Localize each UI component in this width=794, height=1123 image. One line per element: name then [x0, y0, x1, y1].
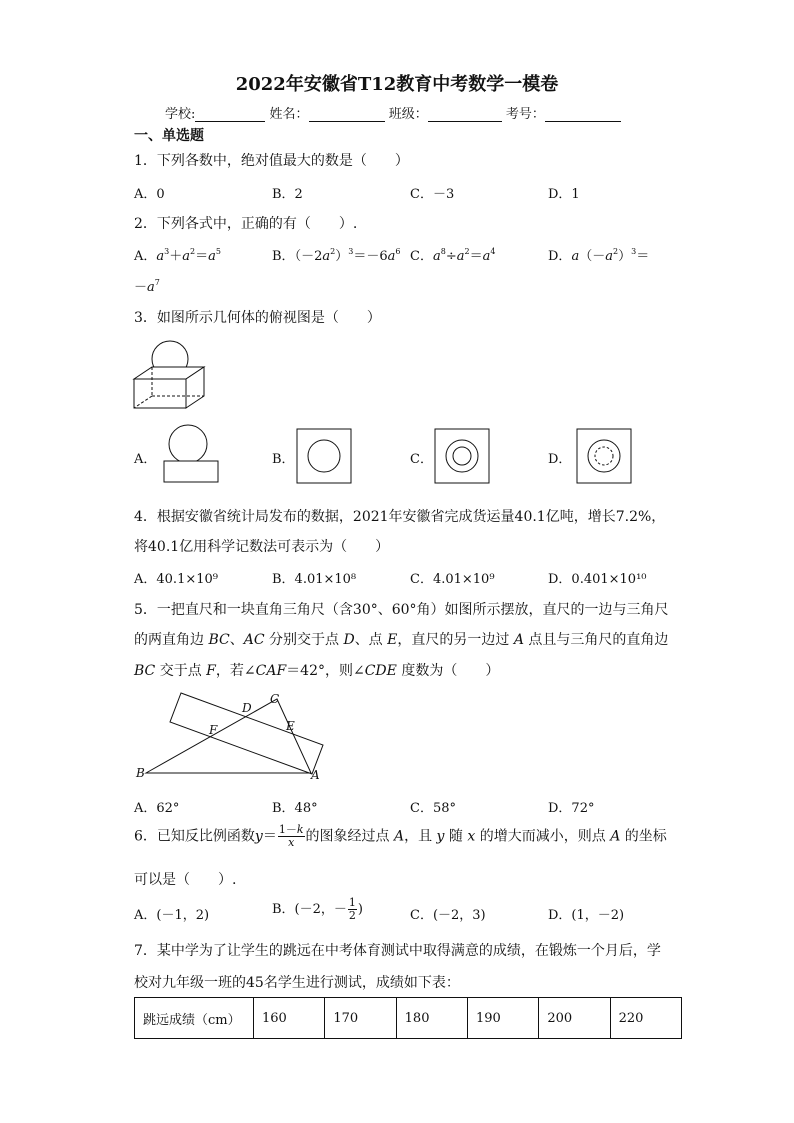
q7-line-1: 7．某中学为了让学生的跳远在中考体育测试中取得满意的成绩，在锻炼一个月后，学: [134, 943, 661, 959]
class-label: 班级：: [388, 107, 428, 122]
q3-option-b-figure[interactable]: [296, 428, 352, 484]
q7-line-2: 校对九年级一班的45名学生进行测试，成绩如下表：: [134, 975, 460, 991]
q6-option-b-prefix: B．(－2，－: [272, 902, 347, 917]
page-title: 2022年安徽省T12教育中考数学一模卷: [235, 74, 559, 95]
q5-option-d[interactable]: D．72°: [548, 801, 595, 816]
q2-option-c-label: C．: [410, 249, 433, 264]
school-blank[interactable]: [195, 107, 265, 122]
table-cell: 170: [325, 998, 396, 1039]
q6-option-a[interactable]: A．(－1，2): [134, 908, 210, 923]
q1-stem: 1．下列各数中，绝对值最大的数是（ ）: [134, 153, 409, 169]
q2-option-b[interactable]: B．$(-2a^2)^3=-6a^6$: [272, 247, 401, 264]
q5-option-b[interactable]: B．48°: [272, 801, 318, 816]
q4-line-2: 将40.1亿用科学记数法可表示为（ ）: [134, 539, 390, 555]
q1-option-d[interactable]: D．1: [548, 187, 580, 202]
q2-option-b-label: B．: [272, 249, 295, 264]
number-blank[interactable]: [545, 107, 621, 122]
q5-line-3: BC 交于点 F，若∠CAF＝42°，则∠CDE 度数为（ ）: [134, 663, 500, 679]
q2-stem: 2．下列各式中，正确的有（ ）.: [134, 216, 358, 232]
q5-line-1: 5．一把直尺和一块直角三角尺（含30°、60°角）如图所示摆放，直尺的一边与三角尺: [134, 602, 669, 618]
point-a-label: A: [311, 768, 320, 780]
table-cell: 200: [539, 998, 610, 1039]
school-label: 学校:: [165, 107, 196, 122]
q3-option-d-label[interactable]: D．: [548, 452, 572, 467]
q3-option-b-label[interactable]: B．: [272, 452, 295, 467]
table-header-cell: 跳远成绩（cm）: [135, 998, 254, 1039]
student-info: [165, 103, 621, 122]
point-d-label: D: [242, 701, 252, 715]
q4-option-a[interactable]: A．40.1×10⁹: [134, 572, 218, 587]
table-row: [135, 998, 682, 1039]
point-f-label: F: [209, 723, 218, 737]
q6-option-c[interactable]: C．(－2，3): [410, 908, 486, 923]
q1-option-c[interactable]: C．－3: [410, 187, 455, 202]
q3-option-d-figure[interactable]: [576, 428, 632, 484]
q3-option-a-figure[interactable]: [160, 423, 222, 485]
q3-option-a-label[interactable]: A．: [134, 452, 157, 467]
q4-option-d[interactable]: D．0.401×10¹⁰: [548, 572, 647, 587]
q3-option-c-figure[interactable]: [434, 428, 490, 484]
q1-option-a[interactable]: A．0: [134, 187, 165, 202]
name-blank[interactable]: [309, 107, 385, 122]
q3-option-c-label[interactable]: C．: [410, 452, 433, 467]
table-cell: 180: [396, 998, 467, 1039]
point-b-label: B: [136, 766, 145, 780]
long-jump-table: [134, 997, 682, 1039]
point-c-label: C: [270, 692, 280, 706]
table-cell: 160: [254, 998, 325, 1039]
table-cell: 190: [467, 998, 538, 1039]
q6-option-b[interactable]: [272, 897, 363, 922]
q2-option-a[interactable]: A．$a^3+a^2=a^5$: [134, 247, 221, 264]
q5-ruler-triangle-figure: [134, 690, 334, 780]
q5-line-2: 的两直角边 BC、AC 分别交于点 D、点 E，直尺的另一边过 A 点且与三角尺的直角边: [134, 632, 669, 648]
q6-option-b-suffix: ): [357, 902, 363, 917]
q6-line-1: 6．已知反比例函数y＝ $\frac{1-k}{x}$ 的图象经过点 A，且 y 随 x 的增大而减小，则点 A 的坐标: [134, 823, 667, 849]
q2-option-d[interactable]: D．$a(-a^2)^3=$: [548, 247, 650, 264]
q2-option-d-label: D．: [548, 249, 572, 264]
class-blank[interactable]: [428, 107, 502, 122]
q4-option-b[interactable]: B．4.01×10⁸: [272, 572, 357, 587]
q2-option-d-cont: $-a^7$: [134, 278, 160, 295]
q6-fraction: $\frac{1-k}{x}$: [278, 823, 304, 849]
q5-option-a[interactable]: A．62°: [134, 801, 180, 816]
q2-option-a-label: A．: [134, 249, 157, 264]
q6-option-b-fraction: $\frac{1}{2}$: [348, 896, 356, 922]
q3-solid-figure: [130, 337, 210, 413]
q3-stem: 3．如图所示几何体的俯视图是（ ）: [134, 310, 381, 326]
q4-line-1: 4．根据安徽省统计局发布的数据，2021年安徽省完成货运量40.1亿吨，增长7.2%，: [134, 509, 666, 525]
q4-option-c[interactable]: C．4.01×10⁹: [410, 572, 495, 587]
name-label: 姓名：: [269, 107, 309, 122]
q6-line-2: 可以是（ ）.: [134, 872, 237, 888]
q6-option-d[interactable]: D．(1，－2): [548, 908, 625, 923]
q5-option-c[interactable]: C．58°: [410, 801, 456, 816]
q1-option-b[interactable]: B．2: [272, 187, 303, 202]
q2-option-c[interactable]: C．$a^8\div a^2=a^4$: [410, 247, 496, 264]
section-heading: 一、单选题: [134, 128, 204, 144]
table-cell: 220: [610, 998, 681, 1039]
point-e-label: E: [286, 719, 295, 733]
number-label: 考号：: [505, 107, 545, 122]
